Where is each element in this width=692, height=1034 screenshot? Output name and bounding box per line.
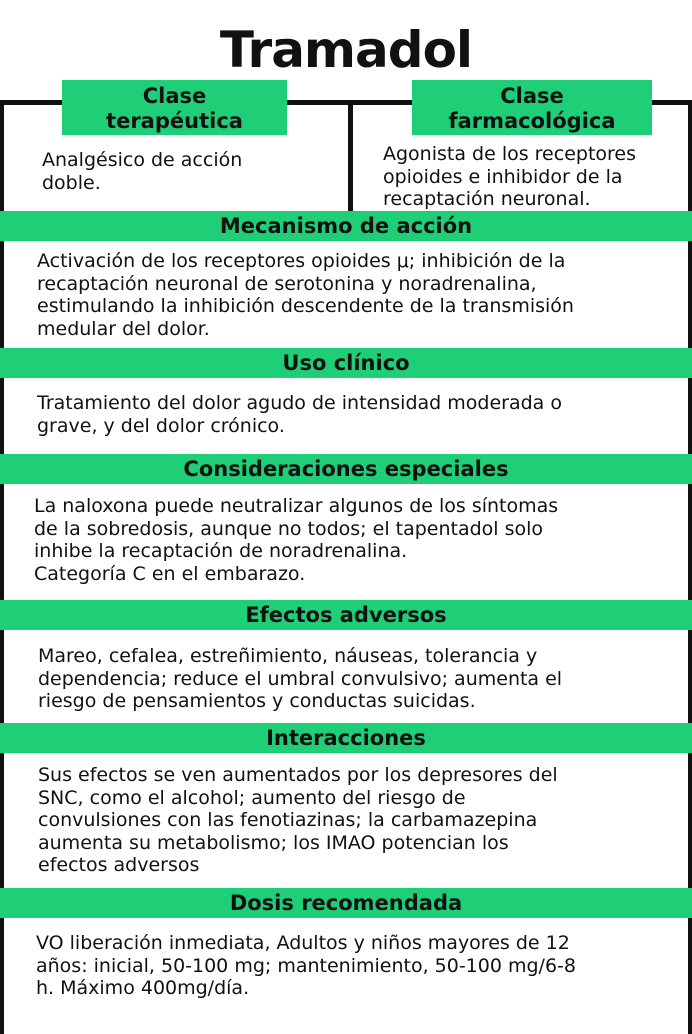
recommended-dose-text: VO liberación inmediata, Adultos y niños mayores de 12 años: inicial, 50-100 mg; mantenimiento, 50-100 mg/6-8 h. Máximo 400mg/día. [36, 932, 576, 999]
clinical-use-heading: Uso clínico [0, 348, 692, 378]
clinical-use-text: Tratamiento del dolor agudo de intensidad moderada o grave, y del dolor crónico. [37, 392, 562, 437]
adverse-effects-text: Mareo, cefalea, estreñimiento, náuseas, tolerancia y dependencia; reduce el umbral convulsivo; aumenta el riesgo de pensamientos y conductas suicidas. [38, 645, 563, 712]
mechanism-heading: Mecanismo de acción [0, 211, 692, 241]
pharmacologic-class-text: Agonista de los receptores opioides e inhibidor de la recaptación neuronal. [383, 143, 637, 210]
special-considerations-heading: Consideraciones especiales [0, 454, 692, 484]
interactions-text: Sus efectos se ven aumentados por los depresores del SNC, como el alcohol; aumento del riesgo de convulsiones con las fenotiazinas; la carbamazepina aumenta su metabolismo; los IMAO potencian los efectos adversos [38, 764, 558, 876]
drug-title: Tramadol [219, 21, 473, 79]
special-considerations-text: La naloxona puede neutralizar algunos de los síntomas de la sobredosis, aunque no todos; el tapentadol solo inhibe la recaptación de noradrenalina. Categoría C en el embarazo. [34, 495, 559, 585]
therapeutic-class-heading-text: Clase terapéutica [106, 84, 243, 133]
therapeutic-class-text: Analgésico de acción doble. [42, 149, 243, 194]
pharmacologic-class-heading-text: Clase farmacológica [448, 84, 616, 133]
recommended-dose-heading: Dosis recomendada [0, 888, 692, 918]
interactions-heading: Interacciones [0, 723, 692, 753]
pharmacologic-class-heading [412, 80, 652, 135]
adverse-effects-heading: Efectos adversos [0, 600, 692, 630]
mechanism-text: Activación de los receptores opioides μ; inhibición de la recaptación neuronal de serotonina y noradrenalina, estimulando la inhibición descendente de la transmisión medular del dolor. [37, 250, 574, 340]
therapeutic-class-heading [62, 80, 287, 135]
class-column-divider [348, 103, 353, 211]
